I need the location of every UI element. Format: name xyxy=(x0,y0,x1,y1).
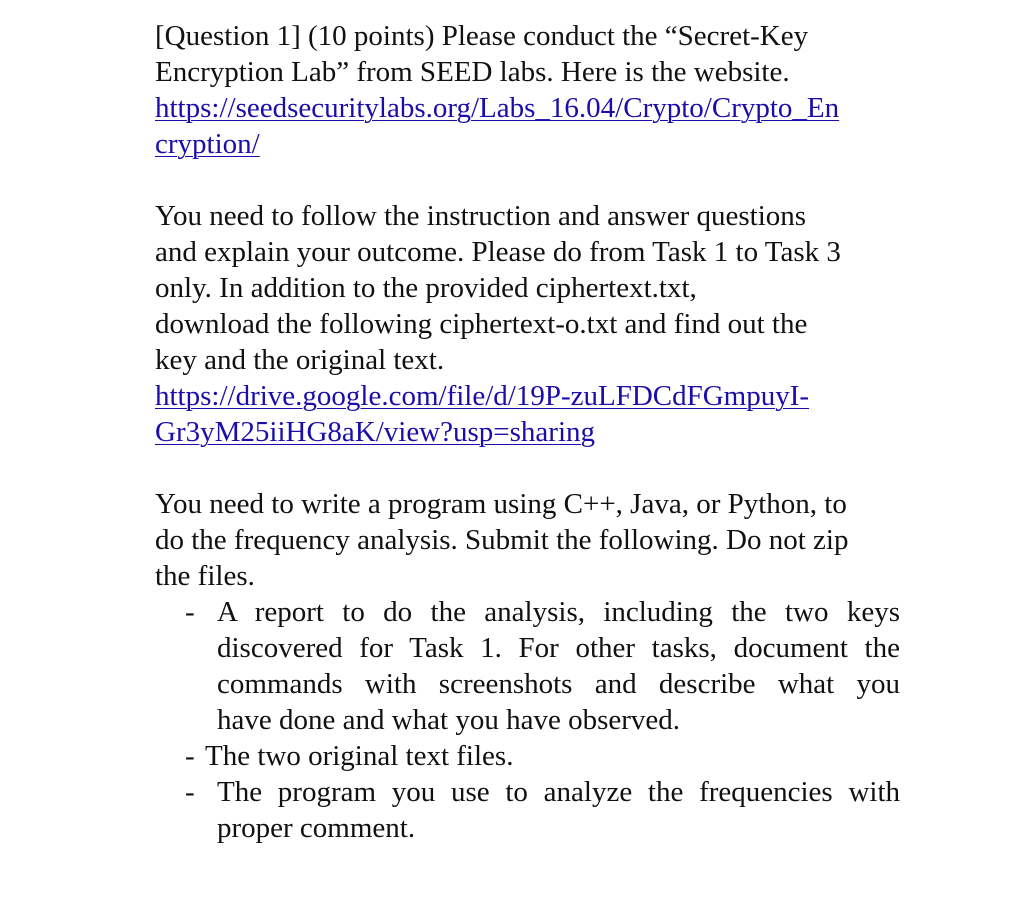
submission-item-line: discovered for Task 1. For other tasks, document the xyxy=(217,632,900,664)
bullet-dash: - xyxy=(185,740,195,772)
instruction-line: You need to follow the instruction and answer questions xyxy=(155,200,807,232)
submission-item-line: The two original text files. xyxy=(205,740,514,772)
submission-item-text xyxy=(185,594,900,738)
drive-link-cont[interactable] xyxy=(155,414,900,450)
instruction-line: only. In addition to the provided ciphertext.txt, xyxy=(155,272,697,304)
submission-item-text xyxy=(185,774,900,846)
drive-link-part1[interactable]: https://drive.google.com/file/d/19P-zuLFDCdFGmpuyI- xyxy=(155,380,810,412)
submission-item-program xyxy=(185,774,900,846)
seed-lab-link-cont[interactable] xyxy=(155,126,900,162)
program-instruction-line: You need to write a program using C++, Java, or Python, to xyxy=(155,488,847,520)
question-heading: [Question 1] (10 points) Please conduct the “Secret-Key xyxy=(155,20,809,52)
submission-item-line: proper comment. xyxy=(217,812,416,844)
seed-lab-link-part1[interactable]: https://seedsecuritylabs.org/Labs_16.04/Crypto/Crypto_En xyxy=(155,92,840,124)
submission-item-line: A report to do the analysis, including the two keys xyxy=(217,596,900,628)
submission-item-line: have done and what you have observed. xyxy=(217,704,681,736)
submission-item-line: commands with screenshots and describe what you xyxy=(217,668,900,700)
instruction-line: and explain your outcome. Please do from Task 1 to Task 3 xyxy=(155,236,841,268)
drive-link-part2[interactable]: Gr3yM25iiHG8aK/view?usp=sharing xyxy=(155,416,596,448)
bullet-dash: - xyxy=(185,596,195,628)
seed-lab-link-part2[interactable]: cryption/ xyxy=(155,128,260,160)
paragraph-gap xyxy=(155,450,900,486)
submission-item-text xyxy=(185,738,900,774)
submission-item-text-files xyxy=(185,738,900,774)
drive-link[interactable] xyxy=(155,378,900,414)
instruction-line: download the following ciphertext-o.txt and find out the xyxy=(155,308,808,340)
question-document xyxy=(155,18,900,846)
paragraph-gap xyxy=(155,162,900,198)
submission-item-line: The program you use to analyze the frequencies with xyxy=(217,776,900,808)
bullet-dash: - xyxy=(185,776,195,808)
program-instruction-line: the files. xyxy=(155,560,255,592)
program-instruction-line: do the frequency analysis. Submit the following. Do not zip xyxy=(155,524,849,556)
question-text-line: Encryption Lab” from SEED labs. Here is the website. xyxy=(155,56,790,88)
instruction-line: key and the original text. xyxy=(155,344,445,376)
submission-item-report xyxy=(185,594,900,738)
seed-lab-link[interactable] xyxy=(155,90,900,126)
